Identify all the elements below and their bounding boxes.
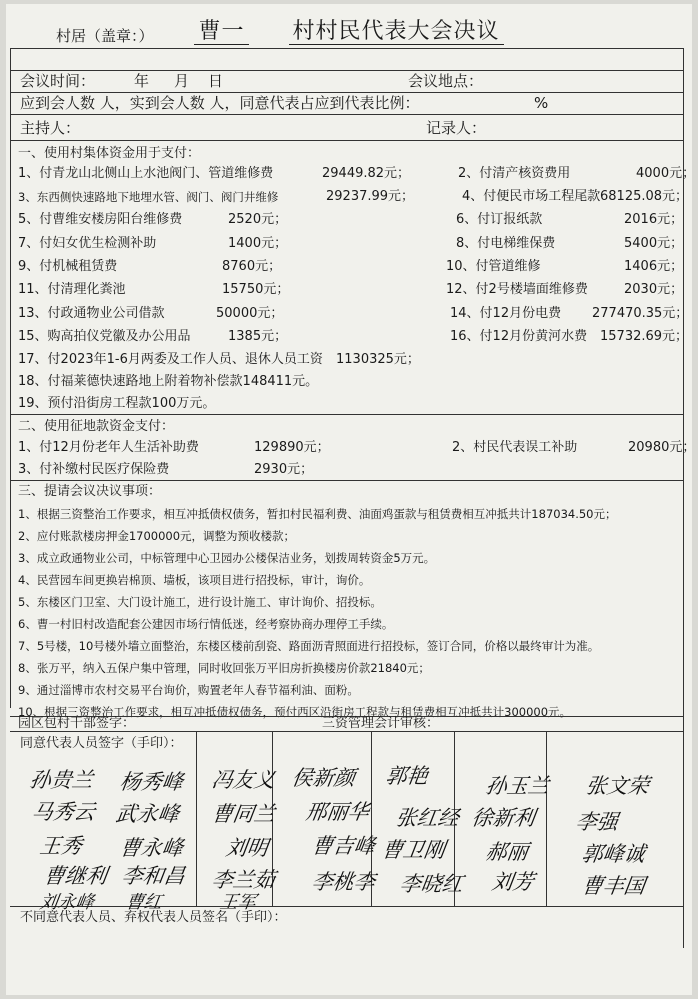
rule — [10, 114, 684, 115]
signature: 曹永峰 — [118, 836, 185, 860]
village-name: 曹一 — [194, 19, 248, 45]
meeting-time-label: 会议时间： — [20, 72, 96, 90]
signature-area — [16, 754, 666, 913]
percent-sign: % — [534, 94, 549, 112]
item-left: 1、付青龙山北侧山上水池阀门、管道维修费 — [18, 166, 274, 181]
item-right: 16、付12月份黄河水费 — [450, 329, 588, 344]
signature: 李强 — [574, 810, 620, 834]
rule — [10, 140, 684, 141]
subsidy-item: 1、付12月份老年人生活补助费 — [18, 440, 199, 455]
item-right-amount: 1406元； — [624, 259, 684, 274]
signature: 李桃李 — [310, 870, 377, 894]
item-left-amount: 1385元； — [228, 329, 288, 344]
resolution-item: 3、成立政通物业公司，中标管理中心卫园办公楼保洁业务，划拨周转资金5万元。 — [18, 551, 436, 565]
signature: 孙贵兰 — [28, 768, 95, 792]
section3-heading: 三、提请会议决议事项： — [18, 484, 162, 499]
item-right: 6、付订报纸款 — [456, 212, 543, 227]
recorder-label: 记录人： — [426, 119, 487, 137]
signature: 张文荣 — [584, 774, 651, 798]
signature: 郭艳 — [384, 764, 430, 788]
item-18: 18、付福莱德快速路地上附着物补偿款148411元。 — [18, 374, 319, 389]
agree-sign-label: 同意代表人员签字（手印）： — [20, 736, 183, 751]
resolution-item: 1、根据三资整治工作要求，相互冲抵债权债务，暂扣村民福利费、油面鸡蛋款与租赁费相互冲抵共计187034.50元； — [18, 507, 617, 521]
audit-sign-label: 三资管理会计审核： — [322, 716, 440, 731]
border — [683, 48, 684, 948]
signature: 郝丽 — [484, 840, 530, 864]
signature: 杨秀峰 — [118, 770, 185, 794]
item-right-amount: 15732.69元； — [600, 329, 689, 344]
signature: 曹继利 — [42, 864, 109, 888]
resolution-title: 村村民代表大会决议 — [289, 19, 504, 45]
item-17-amount: 1130325元； — [336, 352, 420, 367]
item-left: 5、付曹维安楼房阳台维修费 — [18, 212, 183, 227]
signature: 侯新颜 — [290, 766, 357, 790]
item-left: 3、东西侧快速路地下地埋水管、阀门、阀门井维修 — [18, 190, 279, 204]
item-right-amount: 2016元； — [624, 212, 684, 227]
signature: 郭峰诚 — [580, 842, 647, 866]
insurance-item: 3、付补缴村民医疗保险费 — [18, 462, 170, 477]
signature: 王秀 — [38, 834, 84, 858]
signature: 曹吉峰 — [310, 834, 377, 858]
signature: 邢丽华 — [304, 800, 371, 824]
item-left: 11、付清理化粪池 — [18, 282, 126, 297]
resolution-item: 9、通过淄博市农村交易平台询价，购置老年人春节福利油、面粉。 — [18, 683, 359, 697]
signature: 徐新利 — [470, 806, 537, 830]
village-seal: 村居（盖章：） — [56, 27, 154, 45]
signature: 李兰茹 — [210, 868, 277, 892]
rep-subsidy-item: 2、村民代表误工补助 — [452, 440, 578, 455]
border — [10, 48, 11, 708]
item-left-amount: 29237.99元； — [326, 189, 415, 204]
resolution-item: 8、张万平，纳入五保户集中管理，同时收回张万平旧房折换楼房价款21840元； — [18, 661, 430, 675]
item-right-amount: 68125.08元； — [600, 189, 689, 204]
item-left-amount: 29449.82元； — [322, 166, 411, 181]
rule — [10, 414, 684, 415]
rule — [10, 92, 684, 93]
signature: 曹丰国 — [580, 874, 647, 898]
meeting-place-label: 会议地点： — [408, 72, 484, 90]
item-right: 8、付电梯维保费 — [456, 236, 556, 251]
rep-subsidy-amount: 20980元； — [628, 440, 696, 455]
rule — [10, 48, 684, 49]
item-19: 19、预付沿街房工程款100万元。 — [18, 396, 216, 411]
signature: 王军 — [218, 892, 258, 913]
signature: 刘明 — [224, 836, 270, 860]
section2-heading: 二、使用征地款资金支付： — [18, 419, 175, 434]
signature: 李和昌 — [120, 864, 187, 888]
item-right: 14、付12月份电费 — [450, 306, 562, 321]
item-left-amount: 2520元； — [228, 212, 288, 227]
month-label: 月 — [174, 72, 190, 90]
item-right-amount: 5400元； — [624, 236, 684, 251]
rule — [10, 480, 684, 481]
rule — [10, 70, 684, 71]
year-label: 年 — [134, 72, 150, 90]
resolution-item: 5、东楼区门卫室、大门设计施工，进行设计施工、审计询价、招投标。 — [18, 595, 382, 609]
resolution-item: 2、应付账款楼房押金1700000元，调整为预收楼款； — [18, 529, 296, 543]
item-left: 7、付妇女优生检测补助 — [18, 236, 157, 251]
signature: 刘芳 — [490, 870, 536, 894]
signature: 曹红 — [124, 892, 164, 913]
item-right-amount: 2030元； — [624, 282, 684, 297]
signature: 曹同兰 — [210, 802, 277, 826]
item-right: 10、付管道维修 — [446, 259, 541, 274]
item-17: 17、付2023年1-6月两委及工作人员、退休人员工资 — [18, 352, 323, 367]
item-left-amount: 8760元； — [222, 259, 282, 274]
park-cadre-sign-label: 园区包村干部签字： — [18, 716, 136, 731]
document-page — [6, 4, 696, 995]
rule — [10, 906, 684, 907]
item-right-amount: 4000元； — [636, 166, 696, 181]
signature: 孙玉兰 — [484, 774, 551, 798]
host-label: 主持人： — [20, 119, 81, 137]
item-left-amount: 50000元； — [216, 306, 284, 321]
attendance-line: 应到会人数 人，实到会人数 人，同意代表占应到代表比例： — [20, 94, 420, 112]
signature: 马秀云 — [30, 800, 97, 824]
day-label: 日 — [208, 72, 224, 90]
item-left: 13、付政通物业公司借款 — [18, 306, 165, 321]
resolution-item: 10、根据三资整治工作要求，相互冲抵债权债务，预付西区沿街房工程款与租赁费相互冲抵共计300000元。 — [18, 705, 572, 719]
signature: 张红经 — [394, 806, 461, 830]
item-right: 12、付2号楼墙面维修费 — [446, 282, 588, 297]
item-left: 15、购高拍仪党徽及办公用品 — [18, 329, 191, 344]
item-right: 4、付便民市场工程尾款 — [462, 189, 601, 204]
signature: 武永峰 — [114, 802, 181, 826]
resolution-item: 6、曹一村旧村改造配套公建因市场行情低迷，经考察协商办理停工手续。 — [18, 617, 394, 631]
section1-heading: 一、使用村集体资金用于支付： — [18, 146, 201, 161]
item-left-amount: 1400元； — [228, 236, 288, 251]
disagree-sign-label: 不同意代表人员、弃权代表人员签名（手印）： — [20, 910, 287, 925]
item-right: 2、付清产核资费用 — [458, 166, 571, 181]
signature: 刘永峰 — [38, 892, 96, 913]
item-left-amount: 15750元； — [222, 282, 290, 297]
signature: 冯友义 — [210, 768, 277, 792]
signature: 曹卫刚 — [380, 838, 447, 862]
item-left: 9、付机械租赁费 — [18, 259, 118, 274]
item-right-amount: 277470.35元； — [592, 306, 689, 321]
resolution-item: 7、5号楼，10号楼外墙立面整治，东楼区楼前刮瓷、路面沥青照面进行招投标，签订合同，价格以最终审计为准。 — [18, 639, 600, 653]
signature: 李晓红 — [398, 872, 465, 896]
subsidy-amount: 129890元； — [254, 440, 330, 455]
rule — [10, 731, 684, 732]
insurance-amount: 2930元； — [254, 462, 314, 477]
resolution-item: 4、民营园车间更换岩棉顶、墙板，该项目进行招投标，审计，询价。 — [18, 573, 371, 587]
